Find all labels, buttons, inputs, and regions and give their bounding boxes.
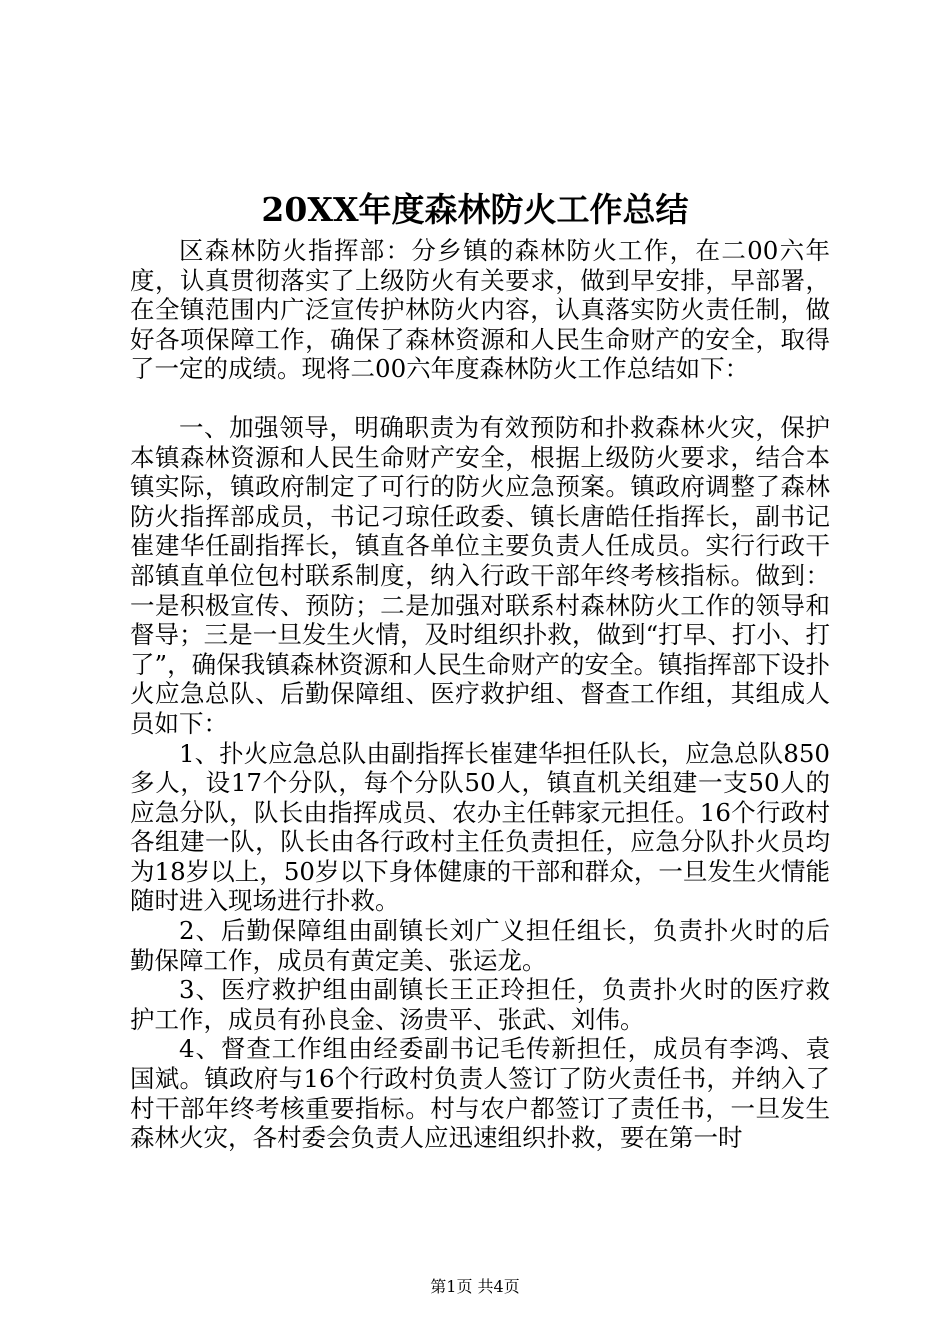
paragraph-section-1: 一、加强领导，明确职责为有效预防和扑救森林火灾，保护本镇森林资源和人民生命财产安全，根据上级防火要求，结合本镇实际，镇政府制定了可行的防火应急预案。镇政府调整了森林防火指挥部成员，书记刁琼任政委、镇长唐皓任指挥长，副书记崔建华任副指挥长，镇直各单位主要负责人任成员。实行行政干部镇直单位包村联系制度，纳入行政干部年终考核指标。做到：一是积极宣传、预防；二是加强对联系村森林防火工作的领导和督导；三是一旦发生火情，及时组织扑救，做到“打早、打小、打了”，确保我镇森林资源和人民生命财产的安全。镇指挥部下设扑火应急总队、后勤保障组、医疗救护组、督查工作组，其组成人员如下： xyxy=(130,412,830,738)
paragraph-item-1: 1、扑火应急总队由副指挥长崔建华担任队长，应急总队850多人，设17个分队，每个分队50人，镇直机关组建一支50人的应急分队，队长由指挥成员、农办主任韩家元担任。16个行政村各组建一队，队长由各行政村主任负责担任，应急分队扑火员均为18岁以上，50岁以下身体健康的干部和群众，一旦发生火情能随时进入现场进行扑救。 xyxy=(130,738,830,916)
paragraph-item-2: 2、后勤保障组由副镇长刘广义担任组长，负责扑火时的后勤保障工作，成员有黄定美、张运龙。 xyxy=(130,916,830,975)
paragraph-item-3: 3、医疗救护组由副镇长王正玲担任，负责扑火时的医疗救护工作，成员有孙良金、汤贵平、张武、刘伟。 xyxy=(130,975,830,1034)
document-body xyxy=(130,236,830,1153)
paragraph-item-4: 4、督查工作组由经委副书记毛传新担任，成员有李鸿、袁国斌。镇政府与16个行政村负责人签订了防火责任书，并纳入了村干部年终考核重要指标。村与农户都签订了责任书，一旦发生森林火灾，各村委会负责人应迅速组织扑救，要在第一时 xyxy=(130,1034,830,1153)
document-title: 20XX年度森林防火工作总结 xyxy=(261,190,689,229)
page-footer: 第1页 共4页 xyxy=(430,1277,520,1296)
paragraph-intro: 区森林防火指挥部：分乡镇的森林防火工作，在二00六年度，认真贯彻落实了上级防火有关要求，做到早安排，早部署，在全镇范围内广泛宣传护林防火内容，认真落实防火责任制，做好各项保障工作，确保了森林资源和人民生命财产的安全，取得了一定的成绩。现将二00六年度森林防火工作总结如下： xyxy=(130,236,830,384)
